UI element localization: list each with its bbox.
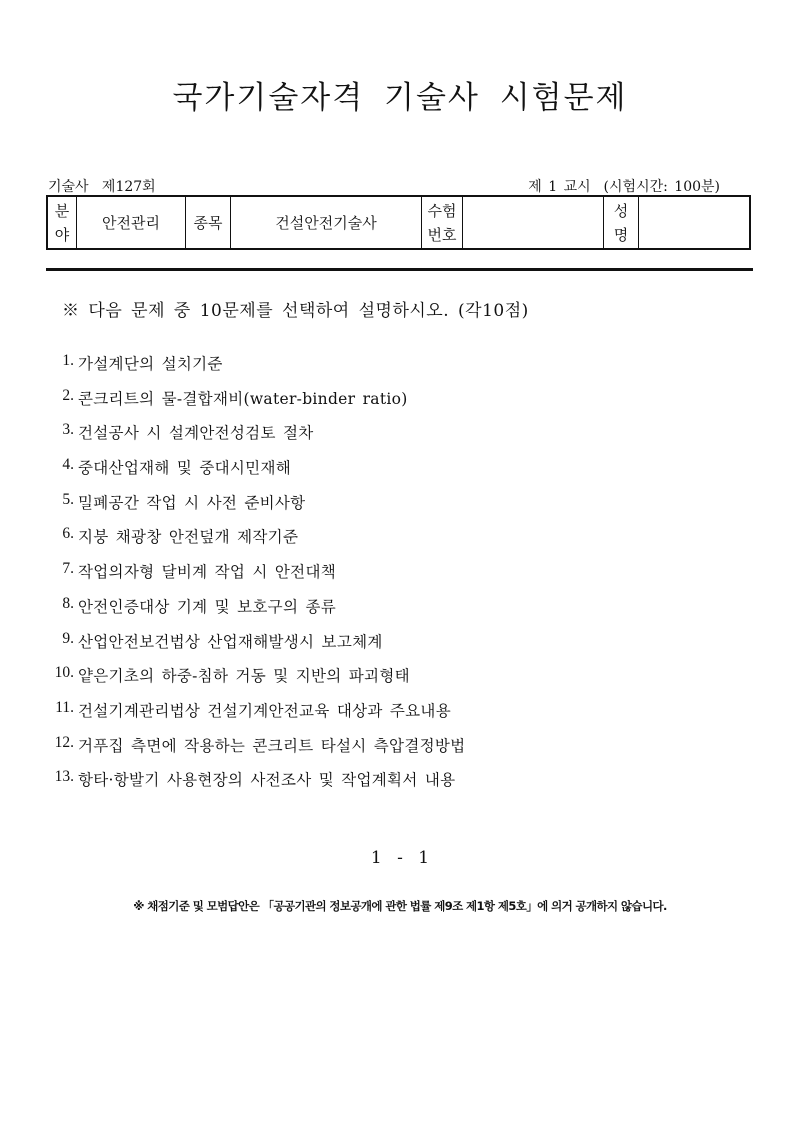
list-item: [44, 630, 465, 665]
list-item: [44, 525, 465, 560]
question-number: 5.: [62, 490, 74, 508]
question-text: 얕은기초의 하중-침하 거동 및 지반의 파괴형태: [78, 667, 410, 686]
question-number: 7.: [62, 560, 74, 578]
instruction-text: ※ 다음 문제 중 10문제를 선택하여 설명하시오. (각10점): [62, 301, 529, 321]
question-text: 항타·항발기 사용현장의 사전조사 및 작업계획서 내용: [78, 771, 456, 790]
question-list: [44, 352, 465, 803]
question-number: 9.: [62, 629, 74, 647]
name-label-2: 명: [613, 225, 629, 244]
session-info: 제 1 교시 (시험시간: 100분): [528, 179, 720, 195]
page-title: 국가기술자격 기술사 시험문제: [172, 80, 628, 116]
question-number: 8.: [62, 594, 74, 612]
list-item: [44, 595, 465, 630]
list-item: [44, 560, 465, 595]
question-text: 중대산업재해 및 중대시민재해: [78, 459, 292, 478]
exam-no-label-1: 수험: [427, 201, 457, 220]
question-text: 건설공사 시 설계안전성검토 절차: [78, 424, 314, 443]
list-item: [44, 456, 465, 491]
category-value: 건설안전기술사: [231, 196, 422, 249]
question-number: 4.: [62, 456, 74, 474]
field-label-1: 분: [54, 201, 70, 220]
question-number: 6.: [62, 525, 74, 543]
question-text: 산업안전보건법상 산업재해발생시 보고체계: [78, 632, 383, 651]
exam-round: 기술사 제127회: [48, 179, 156, 195]
field-label-cell: [47, 196, 77, 249]
question-text: 지붕 채광창 안전덮개 제작기준: [78, 528, 299, 547]
exam-no-value[interactable]: [463, 196, 604, 249]
question-text: 밀폐공간 작업 시 사전 준비사항: [78, 493, 306, 512]
list-item: [44, 699, 465, 734]
list-item: [44, 352, 465, 387]
question-text: 가설계단의 설치기준: [78, 355, 223, 373]
list-item: [44, 387, 465, 422]
question-text: 건설기계관리법상 건설기계안전교육 대상과 주요내용: [78, 701, 451, 720]
list-item: [44, 768, 465, 803]
question-number: 1.: [62, 352, 74, 369]
question-number: 13.: [54, 768, 74, 786]
question-text: 작업의자형 달비계 작업 시 안전대책: [78, 563, 337, 582]
question-number: 10.: [54, 664, 74, 682]
question-number: 2.: [62, 386, 74, 404]
name-label-1: 성: [613, 201, 629, 220]
disclosure-notice: ※ 채점기준 및 모범답안은 「공공기관의 정보공개에 관한 법률 제9조 제1항 제5호」에 의거 공개하지 않습니다.: [133, 899, 667, 913]
question-number: 12.: [54, 733, 74, 751]
exam-no-label-2: 번호: [427, 225, 457, 244]
question-text: 콘크리트의 물-결합재비(water-binder ratio): [78, 389, 408, 408]
category-label: 종목: [186, 196, 231, 249]
question-text: 안전인증대상 기계 및 보호구의 종류: [78, 597, 337, 616]
page-number: 1 - 1: [370, 848, 430, 868]
name-value[interactable]: [639, 196, 751, 249]
question-number: 11.: [55, 698, 74, 716]
question-number: 3.: [62, 421, 74, 439]
field-value: 안전관리: [77, 196, 186, 249]
list-item: [44, 664, 465, 699]
exam-no-label-cell: [422, 196, 463, 249]
field-label-2: 야: [54, 225, 70, 244]
list-item: [44, 734, 465, 769]
divider-rule: [46, 268, 753, 271]
list-item: [44, 491, 465, 526]
exam-info-table: [46, 195, 751, 250]
list-item: [44, 421, 465, 456]
question-text: 거푸집 측면에 작용하는 콘크리트 타설시 측압결정방법: [78, 736, 466, 755]
name-label-cell: [604, 196, 639, 249]
